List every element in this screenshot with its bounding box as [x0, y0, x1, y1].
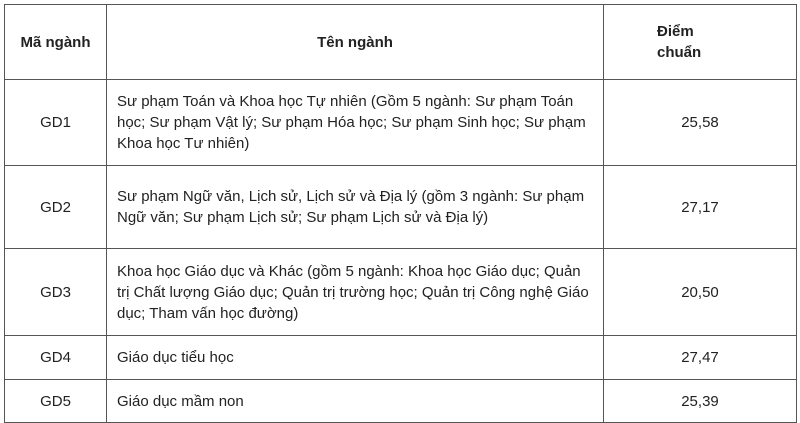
row-code: GD5: [5, 380, 107, 423]
table-row: [5, 249, 797, 336]
row-score: 27,17: [604, 166, 797, 249]
row-code: GD2: [5, 166, 107, 249]
row-name: Giáo dục mầm non: [107, 380, 604, 423]
row-score: 27,47: [604, 336, 797, 380]
admission-scores-table: [4, 4, 797, 423]
row-name: Khoa học Giáo dục và Khác (gồm 5 ngành: Khoa học Giáo dục; Quản trị Chất lượng Giáo dục; Quản trị trường học; Quản trị Công nghệ Giáo dục; Tham vấn học đường): [107, 249, 604, 336]
row-name: Sư phạm Ngữ văn, Lịch sử, Lịch sử và Địa lý (gồm 3 ngành: Sư phạm Ngữ văn; Sư phạm Lịch sử; Sư phạm Lịch sử và Địa lý): [107, 166, 604, 249]
table-row: [5, 80, 797, 166]
header-score-line1: Điểm: [657, 23, 694, 40]
row-name: Sư phạm Toán và Khoa học Tự nhiên (Gồm 5 ngành: Sư phạm Toán học; Sư phạm Vật lý; Sư phạm Hóa học; Sư phạm Sinh học; Sư phạm Khoa học Tư nhiên): [107, 80, 604, 166]
row-score: 25,39: [604, 380, 797, 423]
row-code: GD4: [5, 336, 107, 380]
row-name: Giáo dục tiểu học: [107, 336, 604, 380]
row-code: GD1: [5, 80, 107, 166]
table-row: [5, 336, 797, 380]
header-row: [5, 5, 797, 80]
table-row: [5, 166, 797, 249]
row-code: GD3: [5, 249, 107, 336]
header-score-line2: chuẩn: [657, 44, 702, 61]
header-code: Mã ngành: [5, 5, 107, 80]
table-row: [5, 380, 797, 423]
header-name: Tên ngành: [107, 5, 604, 80]
row-score: 25,58: [604, 80, 797, 166]
header-score: [604, 5, 797, 80]
row-score: 20,50: [604, 249, 797, 336]
